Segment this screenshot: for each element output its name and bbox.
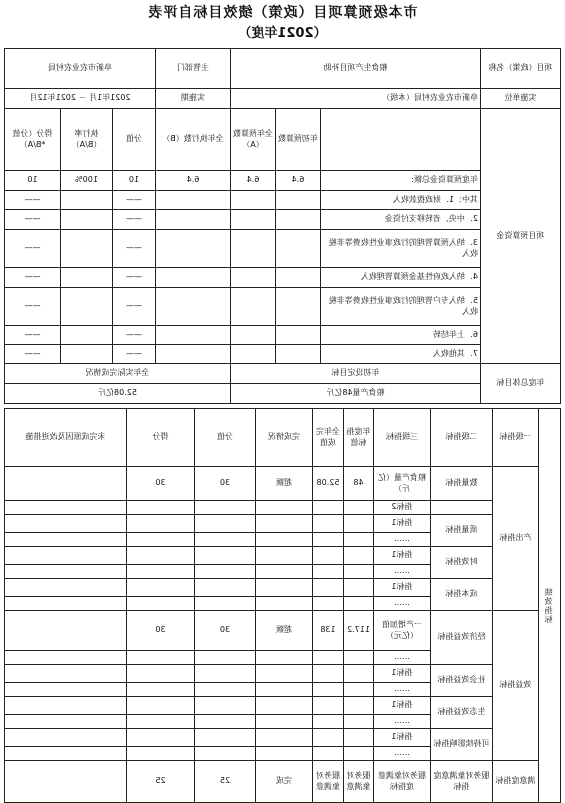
unit-value: 阜新市农业农村局（本级） — [231, 89, 481, 109]
indicator-l3: 一产增加值（亿元） — [374, 611, 431, 651]
indicator-l3: 指标1 — [374, 579, 431, 597]
budget-table — [4, 48, 561, 404]
header-weight: 分值 — [195, 409, 256, 467]
budget-score: —— — [5, 230, 61, 268]
header-exec: 全年执行数（B） — [156, 109, 231, 171]
budget-row-label: 3．纳入预算管理的行政事业性收费等非税收入 — [321, 230, 481, 268]
budget-score: —— — [5, 268, 61, 288]
indicator-l3: 服务对象满意度指标 — [374, 761, 431, 803]
budget-row — [5, 345, 561, 364]
indicator-l2: 经济效益指标 — [431, 611, 493, 665]
indicator-l2: 生态效益指标 — [431, 697, 493, 729]
budget-weight: —— — [113, 326, 156, 345]
indicator-l3: …… — [374, 597, 431, 611]
indicator-row — [5, 547, 561, 565]
indicator-l2: 可持续影响指标 — [431, 729, 493, 761]
budget-annual: 6.4 — [231, 171, 276, 191]
indicator-row — [5, 515, 561, 533]
budget-row — [5, 230, 561, 268]
budget-row — [5, 326, 561, 345]
goal-initial-value: 粮食产量48亿斤 — [231, 384, 481, 404]
project-name: 粮食生产项目补助 — [231, 49, 481, 89]
indicator-table — [4, 408, 561, 803]
satisfaction-label: 满意度指标 — [493, 761, 539, 803]
output-label: 产出指标 — [493, 467, 539, 611]
header-actual: 全年完成值 — [313, 409, 344, 467]
indicator-l2: 社会效益指标 — [431, 665, 493, 697]
budget-row — [5, 288, 561, 326]
indicator-l3: …… — [374, 715, 431, 729]
indicator-weight: 25 — [195, 761, 256, 803]
header-score: 得分 — [127, 409, 195, 467]
budget-row-label: 2．中央、省转移支付资金 — [321, 210, 481, 230]
budget-row — [5, 210, 561, 230]
indicator-l3: …… — [374, 565, 431, 579]
budget-exec: 6.4 — [156, 171, 231, 191]
indicator-row — [5, 761, 561, 803]
header-annual: 全年预算数（A） — [231, 109, 276, 171]
budget-score: —— — [5, 191, 61, 210]
budget-rate: 100% — [61, 171, 113, 191]
budget-row-label: 7．其他收入 — [321, 345, 481, 364]
budget-score: —— — [5, 326, 61, 345]
indicator-l3: 指标2 — [374, 501, 431, 515]
indicator-result: 超额 — [256, 611, 313, 651]
budget-score: —— — [5, 288, 61, 326]
budget-score: —— — [5, 210, 61, 230]
budget-initial: 6.4 — [276, 171, 321, 191]
indicator-l3: 指标1 — [374, 665, 431, 683]
indicator-l3: 指标1 — [374, 515, 431, 533]
budget-weight: —— — [113, 210, 156, 230]
indicator-l3: …… — [374, 747, 431, 761]
indicator-l2: 成本指标 — [431, 579, 493, 611]
page-title: 市本级预算项目（政策）绩效目标自评表 — [147, 5, 418, 21]
budget-weight: —— — [113, 268, 156, 288]
budget-row-label: 6．上年结转 — [321, 326, 481, 345]
indicator-score: 30 — [127, 467, 195, 501]
header-score: 得分（分值*B/A） — [5, 109, 61, 171]
indicator-l3: 指标1 — [374, 697, 431, 715]
period-label: 实施期 — [156, 89, 231, 109]
header-reason: 未完成原因及改进措施 — [5, 409, 127, 467]
header-target: 年度指标值 — [344, 409, 374, 467]
indicator-row — [5, 729, 561, 747]
indicator-l3: 指标1 — [374, 547, 431, 565]
indicator-l2: 质量指标 — [431, 515, 493, 547]
budget-row — [5, 171, 561, 191]
dept-label: 主管部门 — [156, 49, 231, 89]
budget-weight: —— — [113, 288, 156, 326]
header-rate: 执行率（B/A） — [61, 109, 113, 171]
goal-initial-label: 年初设定目标 — [231, 364, 481, 384]
budget-row-label: 5．纳入专户管理的行政事业性收费等非税收入 — [321, 288, 481, 326]
budget-row-label: 其中：1．财政拨款收入 — [321, 191, 481, 210]
indicator-weight: 30 — [195, 467, 256, 501]
budget-score: —— — [5, 345, 61, 364]
indicator-l3: 指标1 — [374, 729, 431, 747]
indicator-row — [5, 697, 561, 715]
indicator-section-label: 绩效指标 — [539, 409, 561, 803]
header-weight: 分值 — [113, 109, 156, 171]
indicator-row — [5, 501, 561, 515]
budget-weight: 10 — [113, 171, 156, 191]
indicator-actual: 52.08 — [313, 467, 344, 501]
indicator-row — [5, 579, 561, 597]
indicator-row — [5, 665, 561, 683]
header-result: 完成情况 — [256, 409, 313, 467]
budget-row — [5, 191, 561, 210]
indicator-l3: …… — [374, 651, 431, 665]
benefit-label: 效益指标 — [493, 611, 539, 761]
header-l2: 二级指标 — [431, 409, 493, 467]
dept-value: 阜新市农业农村局 — [5, 49, 156, 89]
goal-actual-value: 52.08亿斤 — [5, 384, 231, 404]
budget-score: 10 — [5, 171, 61, 191]
budget-weight: —— — [113, 230, 156, 268]
indicator-actual: 服务对象满意 — [313, 761, 344, 803]
header-l3: 三级指标 — [374, 409, 431, 467]
indicator-actual: 138 — [313, 611, 344, 651]
indicator-target: 服务对象满意 — [344, 761, 374, 803]
indicator-result: 超额 — [256, 467, 313, 501]
goal-actual-label: 全年实际完成情况 — [5, 364, 231, 384]
indicator-score: 30 — [127, 611, 195, 651]
indicator-l2: 数量指标 — [431, 467, 493, 501]
indicator-target: 117.2 — [344, 611, 374, 651]
indicator-row — [5, 467, 561, 501]
budget-row-label: 年度预算资金总额: — [321, 171, 481, 191]
indicator-result: 完成 — [256, 761, 313, 803]
indicator-l3: …… — [374, 533, 431, 547]
period-value: 2021年1月 － 2021年12月 — [5, 89, 156, 109]
indicator-score: 25 — [127, 761, 195, 803]
project-name-label: 项目（政策）名称 — [481, 49, 561, 89]
budget-weight: —— — [113, 191, 156, 210]
indicator-l3: 粮食产量（亿斤） — [374, 467, 431, 501]
budget-row — [5, 268, 561, 288]
indicator-l3: …… — [374, 683, 431, 697]
indicator-weight: 30 — [195, 611, 256, 651]
goals-section-label: 年度总体目标 — [481, 364, 561, 404]
header-l1: 一级指标 — [493, 409, 539, 467]
budget-row-label: 4．纳入政府性基金预算管理收入 — [321, 268, 481, 288]
indicator-target: 48 — [344, 467, 374, 501]
page-subtitle: （2021年度） — [238, 26, 327, 41]
budget-section-label: 项目预算资金 — [481, 109, 561, 364]
budget-weight: —— — [113, 345, 156, 364]
indicator-l2: 时效指标 — [431, 547, 493, 579]
unit-label: 实施单位 — [481, 89, 561, 109]
indicator-row — [5, 611, 561, 651]
header-initial: 年初预算数 — [276, 109, 321, 171]
indicator-l2: 服务对象满意度指标 — [431, 761, 493, 803]
